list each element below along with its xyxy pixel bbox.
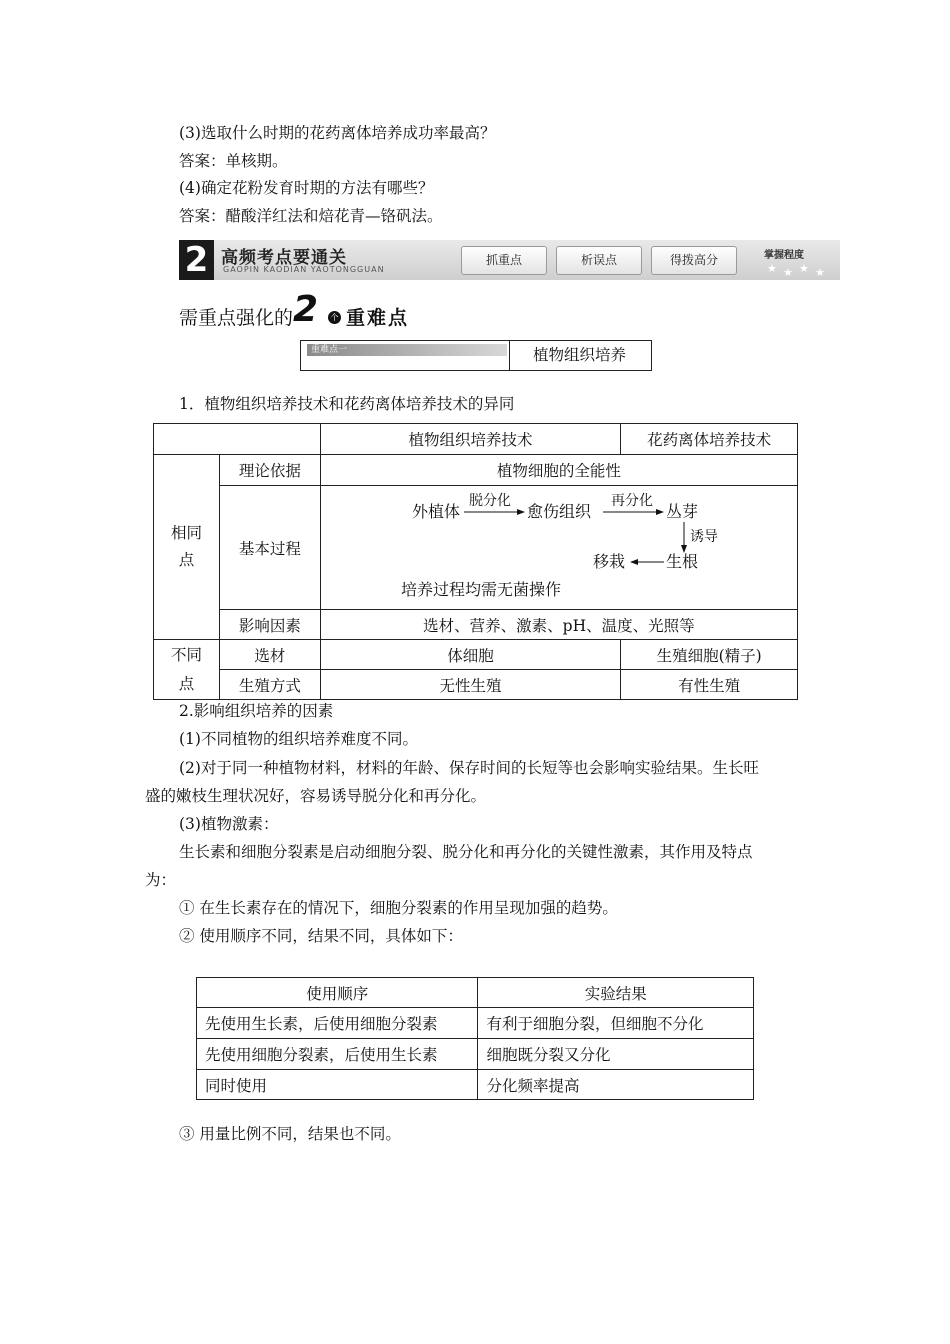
paragraph: 盛的嫩枝生理状况好，容易诱导脱分化和再分化。 [145,787,487,805]
star-icon: ★ [799,262,809,275]
group-same: 相同点 [154,455,220,640]
table-cell: 分化频率提高 [478,1070,754,1100]
keypoints-measure: 个 [328,311,341,324]
table-row [197,1008,754,1039]
paragraph: ② 使用顺序不同，结果不同，具体如下： [179,927,463,945]
table-cell: 先使用生长素，后使用细胞分裂素 [197,1008,478,1039]
paragraph: (1)不同植物的组织培养难度不同。 [179,730,418,748]
keypoint-tag: 重难点一 [307,344,507,356]
table-row [154,455,798,486]
table-row [154,670,798,700]
keypoint-box [300,340,652,371]
material-label: 选材 [219,640,320,670]
repro-plant: 无性生殖 [320,670,620,700]
paragraph: 为： [145,871,177,889]
flow-transplant: 移栽 [592,552,625,571]
table-row [197,1070,754,1100]
table-cell: 同时使用 [197,1070,478,1100]
star-icon: ★ [767,262,777,275]
section2-title: 2.影响组织培养的因素 [179,702,334,720]
process-flow-diagram [321,486,798,610]
table-cell [154,424,321,455]
banner-title: 高频考点要通关 [221,248,347,268]
flow-note: 培养过程均需无菌操作 [400,580,561,599]
banner-subtitle: GAOPIN KAODIAN YAOTONGGUAN [223,265,385,274]
section-banner [179,240,840,280]
theory-label: 理论依据 [219,455,320,486]
analyze-errors-button[interactable]: 析误点 [556,246,642,275]
hormone-order-table [196,977,754,1100]
banner-number: 2 [179,240,214,280]
material-anther: 生殖细胞(精子) [621,640,798,670]
flow-shoot: 丛芽 [665,502,698,521]
table-row [154,424,798,455]
flow-dediff: 脱分化 [468,493,511,509]
header-order: 使用顺序 [197,978,478,1008]
table-cell: 细胞既分裂又分化 [478,1039,754,1070]
paragraph: (2)对于同一种植物材料，材料的年龄、保存时间的长短等也会影响实验结果。生长旺 [179,759,759,777]
factor-value: 选材、营养、激素、pH、温度、光照等 [320,610,797,640]
table-cell: 有利于细胞分裂，但细胞不分化 [478,1008,754,1039]
question-3: (3)选取什么时期的花药离体培养成功率最高？ [179,124,496,142]
paragraph: (3)植物激素： [179,815,279,833]
table-row [197,1039,754,1070]
paragraph: 生长素和细胞分裂素是启动细胞分裂、脱分化和再分化的关键性激素，其作用及特点 [179,843,753,861]
keypoints-number: 2 [293,289,319,330]
repro-anther: 有性生殖 [621,670,798,700]
paragraph: ① 在生长素存在的情况下，细胞分裂素的作用呈现加强的趋势。 [179,899,618,917]
table-row [154,486,798,610]
group-diff: 不同点 [154,640,220,700]
comparison-table [153,423,798,700]
flow-explant: 外植体 [411,502,460,521]
grasp-key-points-button[interactable]: 抓重点 [461,246,547,275]
mastery-label: 掌握程度 [764,250,804,261]
process-cell [320,486,797,610]
table-row [154,610,798,640]
theory-value: 植物细胞的全能性 [320,455,797,486]
table-row [154,640,798,670]
keypoints-suffix: 重难点 [346,307,410,329]
table-row [197,978,754,1008]
flow-rediff: 再分化 [610,493,653,509]
question-4: (4)确定花粉发育时期的方法有哪些？ [179,179,434,197]
high-score-button[interactable]: 得拨高分 [651,246,737,275]
header-plant: 植物组织培养技术 [320,424,620,455]
paragraph: ③ 用量比例不同，结果也不同。 [179,1125,401,1143]
header-result: 实验结果 [478,978,754,1008]
repro-label: 生殖方式 [219,670,320,700]
process-label: 基本过程 [219,486,320,610]
material-plant: 体细胞 [320,640,620,670]
flow-induce: 诱导 [689,529,718,545]
header-anther: 花药离体培养技术 [621,424,798,455]
flow-callus: 愈伤组织 [526,502,591,521]
keypoints-prefix: 需重点强化的 [179,307,294,329]
table-cell: 先使用细胞分裂素，后使用生长素 [197,1039,478,1070]
factor-label: 影响因素 [219,610,320,640]
keypoint-label: 植物组织培养 [533,346,627,364]
divider [509,341,510,370]
section1-title: 1．植物组织培养技术和花药离体培养技术的异同 [179,395,515,413]
answer-4: 答案：醋酸洋红法和焙花青—铬矾法。 [179,207,443,225]
star-icon: ★ [815,266,825,279]
star-icon: ★ [783,266,793,279]
answer-3: 答案：单核期。 [179,152,288,170]
flow-root: 生根 [665,552,698,571]
